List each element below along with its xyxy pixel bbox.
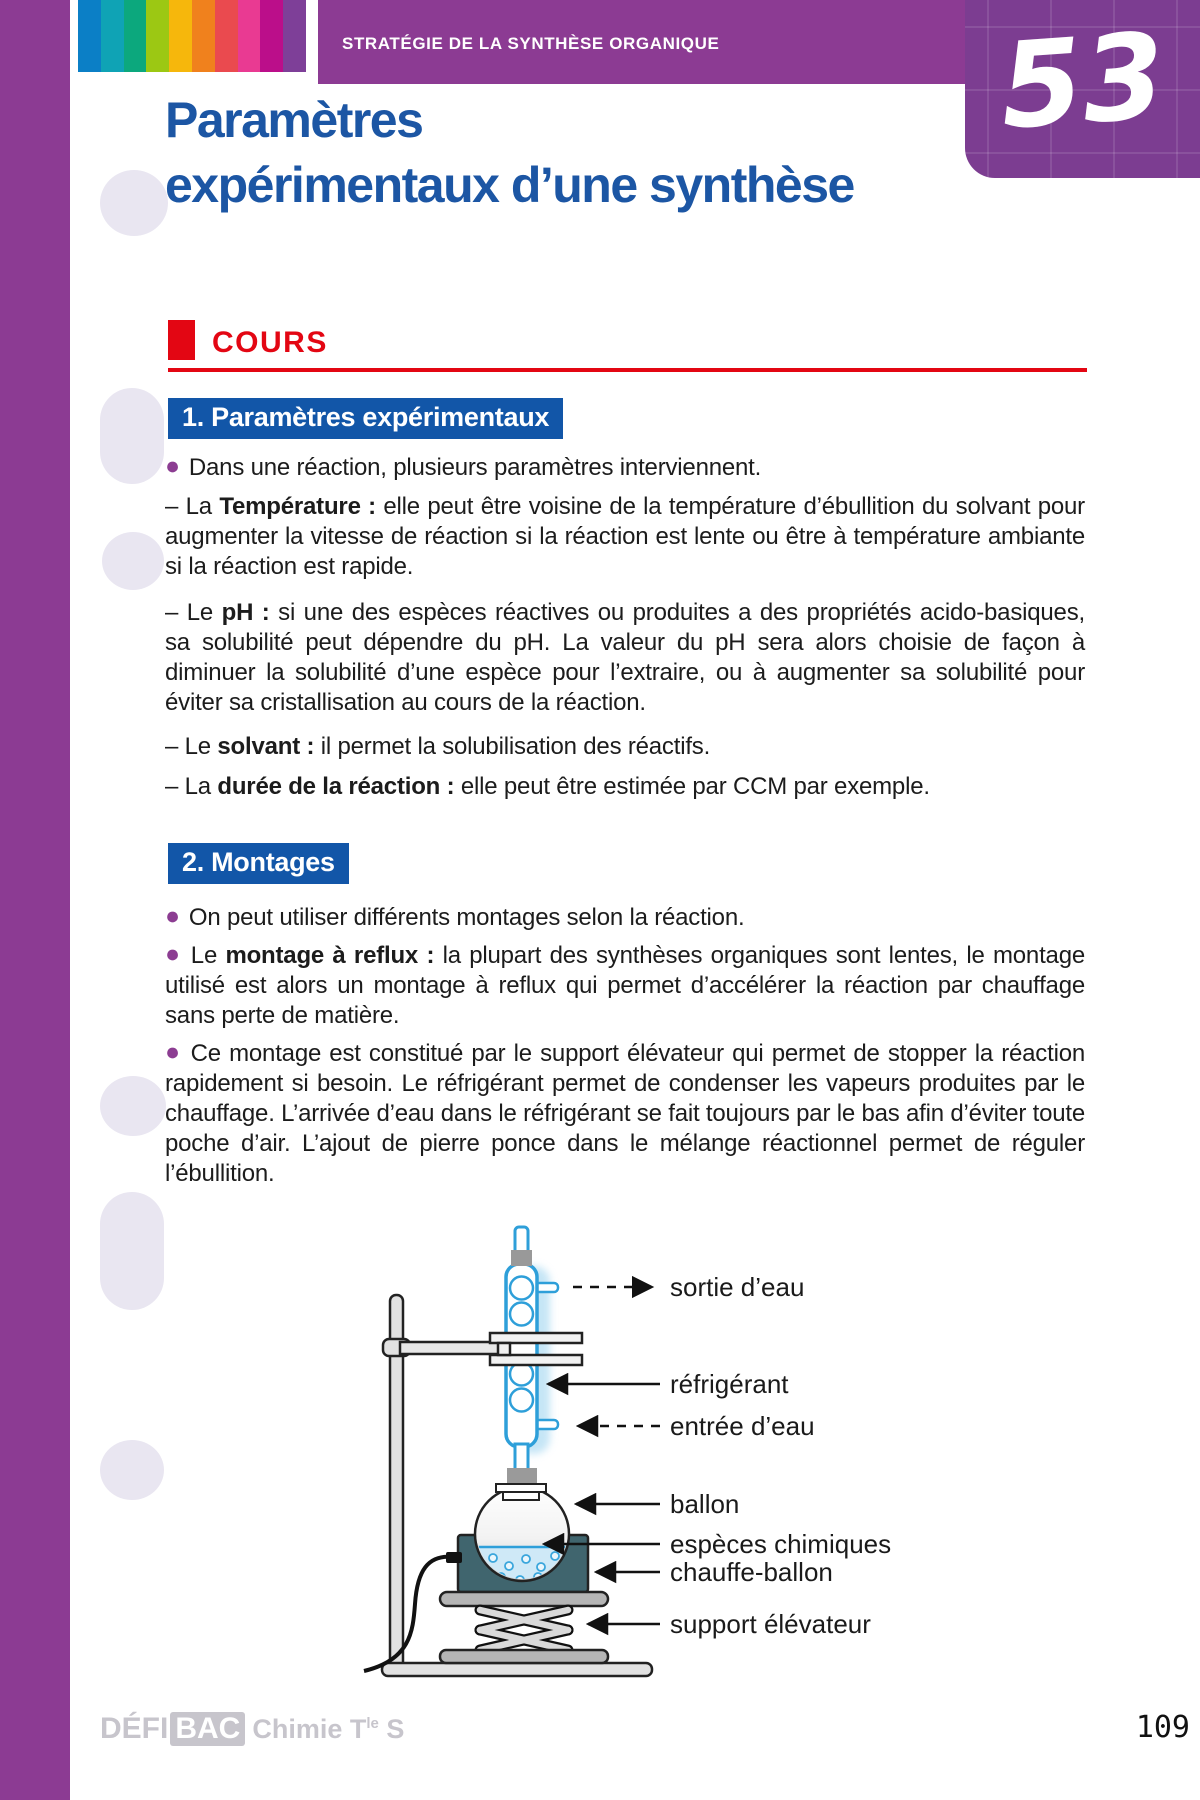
- neck-clamp: [496, 1484, 546, 1492]
- collection-title: STRATÉGIE DE LA SYNTHÈSE ORGANIQUE: [342, 34, 720, 53]
- stripe: [101, 0, 124, 72]
- lab-jack: [440, 1592, 608, 1663]
- rainbow-stripes: [78, 0, 306, 72]
- clamp-arm: [400, 1342, 500, 1354]
- chapter-number: 53: [995, 6, 1170, 156]
- decorative-blob: [100, 1440, 164, 1500]
- brand-bac: BAC: [170, 1712, 245, 1746]
- cours-divider: [168, 368, 1087, 372]
- cours-marker-square: [168, 320, 195, 360]
- page-title-line1: Paramètres: [165, 92, 423, 148]
- stripe: [260, 0, 283, 72]
- left-accent-band: [0, 0, 70, 1800]
- course-paragraph: ● Ce montage est constitué par le support élévateur qui permet de stopper la réaction rapidement si besoin. Le réfrigérant permet de condenser les vapeurs produites par le chauffage. L’arrivée d’eau dans le réfrigérant se fait toujours par le bas afin d’éviter toute poche d’air. L’ajout de pierre ponce dans le mélange réactionnel permet de réguler l’ébullition.: [165, 1038, 1086, 1187]
- page-title: [165, 88, 854, 218]
- decorative-blob: [100, 1076, 166, 1136]
- course-paragraph: – La durée de la réaction : elle peut être estimée par CCM par exemple.: [165, 773, 930, 800]
- course-paragraph: ● On peut utiliser différents montages selon la réaction.: [165, 902, 745, 931]
- decorative-blob: [102, 532, 164, 590]
- section-heading-montages: 2. Montages: [168, 843, 349, 884]
- stripe: [146, 0, 169, 72]
- page-number: 109: [1135, 1710, 1190, 1745]
- cours-heading: COURS: [212, 326, 328, 359]
- footer-level: T: [349, 1714, 367, 1744]
- footer-subject: Chimie: [252, 1714, 350, 1744]
- stripe: [78, 0, 101, 72]
- stripe: [169, 0, 192, 72]
- label-especes-chimiques: espèces chimiques: [670, 1529, 892, 1559]
- page-title-line2: expérimentaux d’une synthèse: [165, 157, 854, 213]
- condenser: [506, 1227, 558, 1472]
- course-paragraph: ● Le montage à reflux : la plupart des synthèses organiques sont lentes, le montage utilisé est alors un montage à reflux qui permet d’accélérer la réaction par chauffage sans perte de matière.: [165, 940, 1085, 1029]
- footer-level-sup: le: [366, 1715, 379, 1732]
- bullet-icon: ●: [165, 940, 182, 968]
- stripe: [238, 0, 261, 72]
- brand-logo: [100, 1712, 404, 1746]
- course-paragraph: ● Dans une réaction, plusieurs paramètres interviennent.: [165, 452, 762, 481]
- decorative-blob: [100, 388, 164, 484]
- stripe: [215, 0, 238, 72]
- course-paragraph: – Le solvant : il permet la solubilisation des réactifs.: [165, 733, 711, 760]
- brand-defi: DÉFI: [100, 1712, 169, 1745]
- reflux-apparatus-diagram: [330, 1222, 900, 1687]
- stripe: [192, 0, 215, 72]
- bullet-icon: ●: [165, 902, 180, 930]
- stripe: [283, 0, 306, 72]
- label-ballon: ballon: [670, 1489, 740, 1519]
- decorative-blob: [100, 170, 168, 236]
- flask: [475, 1468, 570, 1584]
- section-heading-parametres: 1. Paramètres expérimentaux: [168, 398, 563, 439]
- label-chauffe-ballon: chauffe-ballon: [670, 1557, 833, 1587]
- label-entree-deau: entrée d’eau: [670, 1411, 815, 1441]
- decorative-blob: [100, 1192, 164, 1310]
- stripe: [124, 0, 147, 72]
- neck-clamp-lower: [503, 1492, 539, 1500]
- bullet-icon: ●: [165, 1038, 182, 1066]
- bullet-icon: ●: [165, 452, 180, 480]
- chapter-number-badge: [965, 0, 1200, 178]
- label-refrigerant: réfrigérant: [670, 1369, 789, 1399]
- neck-adapter: [507, 1468, 537, 1484]
- course-paragraph: – Le pH : si une des espèces réactives ou produites a des propriétés acido-basiques, sa solubilité peut dépendre du pH. La valeur du pH sera alors choisie de façon à diminuer la solubilité d’une espèce pour l’extraire, ou à augmenter sa solubilité pour éviter sa cristallisation au cours de la réaction.: [165, 599, 1085, 716]
- course-paragraph: – La Température : elle peut être voisine de la température d’ébullition du solvant pour augmenter la vitesse de réaction si la réaction est lente ou être à température ambiante si la réaction est rapide.: [165, 493, 1085, 580]
- condenser-joint: [511, 1250, 532, 1266]
- label-support-elevateur: support élévateur: [670, 1609, 871, 1639]
- footer-level-suffix: S: [378, 1714, 405, 1744]
- label-sortie-deau: sortie d’eau: [670, 1272, 805, 1302]
